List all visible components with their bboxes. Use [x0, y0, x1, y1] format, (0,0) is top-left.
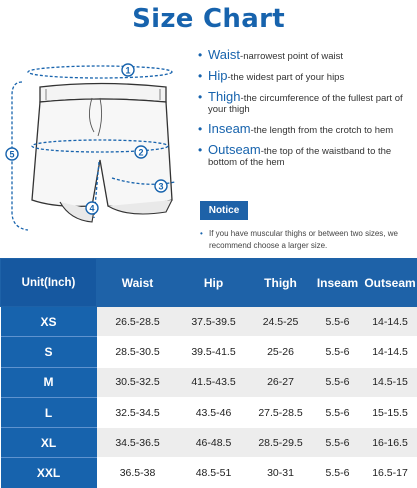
outseam-value: 14-14.5 [363, 307, 417, 337]
waist-value: 32.5-34.5 [97, 397, 179, 427]
marker-2 [135, 146, 147, 158]
page-title: Size Chart [132, 4, 285, 34]
definition-term: Outseam [208, 142, 261, 157]
shorts-diagram [0, 50, 200, 250]
outseam-value: 16-16.5 [363, 428, 417, 458]
svg-text:4: 4 [89, 203, 95, 214]
outseam-value: 14.5-15 [363, 367, 417, 397]
header-thigh: Thigh [249, 259, 313, 307]
thigh-value: 30-31 [249, 458, 313, 488]
size-label: XL [1, 428, 97, 458]
notice-text: • If you have muscular thighs or between two sizes, we recommend choose a larger size. [200, 228, 415, 252]
hip-value: 43.5-46 [179, 397, 249, 427]
thigh-value: 28.5-29.5 [249, 428, 313, 458]
size-label: S [1, 337, 97, 367]
hip-value: 46-48.5 [179, 428, 249, 458]
inseam-value: 5.5-6 [313, 428, 363, 458]
definition-term: Inseam [208, 121, 251, 136]
definition-inseam [198, 121, 417, 136]
outseam-value: 14-14.5 [363, 337, 417, 367]
definition-text: -the length from the crotch to hem [250, 125, 394, 136]
size-label: M [1, 367, 97, 397]
marker-5 [6, 148, 18, 160]
hip-value: 41.5-43.5 [179, 367, 249, 397]
hip-value: 48.5-51 [179, 458, 249, 488]
table-row [1, 397, 417, 427]
table-row [1, 458, 417, 488]
inseam-value: 5.5-6 [313, 397, 363, 427]
definition-outseam [198, 142, 417, 168]
header-waist: Waist [97, 259, 179, 307]
size-label: XS [1, 307, 97, 337]
svg-text:5: 5 [9, 149, 15, 160]
definition-term: Waist [208, 47, 241, 62]
waist-value: 34.5-36.5 [97, 428, 179, 458]
waist-value: 28.5-30.5 [97, 337, 179, 367]
table-row [1, 428, 417, 458]
outseam-value: 16.5-17 [363, 458, 417, 488]
thigh-value: 24.5-25 [249, 307, 313, 337]
marker-1 [122, 64, 134, 76]
thigh-value: 25-26 [249, 337, 313, 367]
waist-value: 26.5-28.5 [97, 307, 179, 337]
definition-text: -the top of the waistband to the bottom of the hem [208, 146, 392, 168]
table-row [1, 337, 417, 367]
definition-text: -the circumference of the fullest part of your thigh [208, 93, 403, 115]
svg-text:2: 2 [138, 147, 144, 158]
table-row [1, 367, 417, 397]
svg-text:1: 1 [125, 65, 131, 76]
size-label: L [1, 397, 97, 427]
definition-text: -narrowest point of waist [240, 51, 343, 62]
measurement-definitions [198, 47, 417, 177]
table-row [1, 307, 417, 337]
thigh-value: 26-27 [249, 367, 313, 397]
svg-text:3: 3 [158, 181, 164, 192]
thigh-value: 27.5-28.5 [249, 397, 313, 427]
inseam-value: 5.5-6 [313, 458, 363, 488]
size-table [0, 258, 417, 488]
definition-term: Thigh [208, 89, 241, 104]
inseam-value: 5.5-6 [313, 367, 363, 397]
definition-waist [198, 47, 417, 62]
definition-term: Hip [208, 68, 228, 83]
header-inseam: Inseam [313, 259, 363, 307]
table-header-row [1, 259, 417, 307]
header-unit: Unit(Inch) [1, 259, 97, 307]
waist-value: 36.5-38 [97, 458, 179, 488]
outseam-value: 15-15.5 [363, 397, 417, 427]
definition-text: -the widest part of your hips [227, 72, 345, 83]
definition-hip [198, 68, 417, 83]
waist-value: 30.5-32.5 [97, 367, 179, 397]
notice-badge: Notice [200, 201, 248, 220]
marker-3 [155, 180, 167, 192]
header-hip: Hip [179, 259, 249, 307]
size-label: XXL [1, 458, 97, 488]
header-outseam: Outseam [363, 259, 417, 307]
inseam-value: 5.5-6 [313, 337, 363, 367]
hip-value: 37.5-39.5 [179, 307, 249, 337]
marker-4 [86, 202, 98, 214]
inseam-value: 5.5-6 [313, 307, 363, 337]
definition-thigh [198, 89, 417, 115]
hip-value: 39.5-41.5 [179, 337, 249, 367]
